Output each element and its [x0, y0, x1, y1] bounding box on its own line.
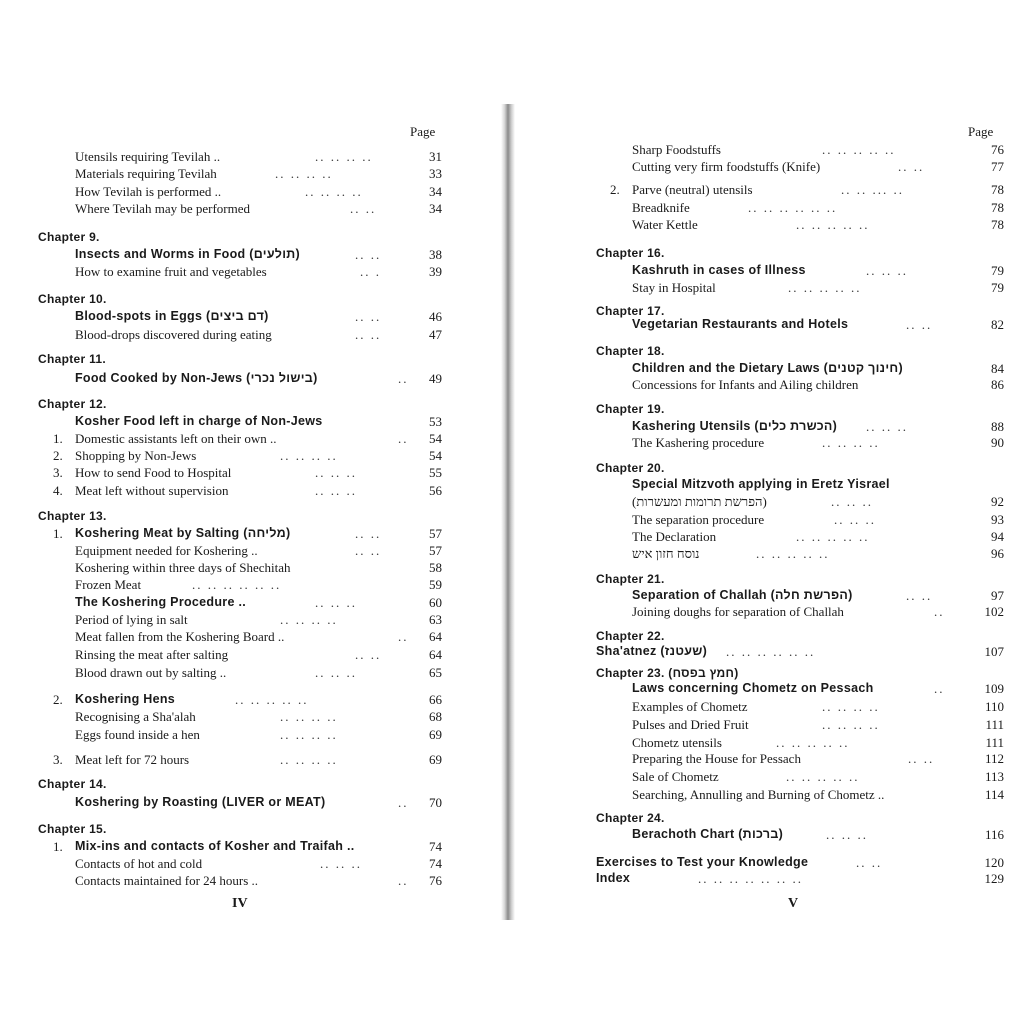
entry-title: Recognising a Sha'alah: [75, 709, 196, 724]
toc-entry: [0, 872, 504, 889]
toc-entry: [0, 726, 504, 743]
entry-title: Chapter 14.: [38, 777, 107, 791]
entry-title: The Kashering procedure: [632, 435, 765, 450]
entry-title: Pulses and Dried Fruit: [632, 717, 749, 732]
entry-number: 1.: [53, 431, 63, 446]
entry-page-number: 66: [429, 692, 442, 707]
toc-entry: [0, 794, 504, 811]
dot-leader: .. .. ..: [315, 483, 357, 498]
entry-page-number: 64: [429, 647, 442, 662]
entry-page-number: 109: [984, 681, 1004, 696]
entry-page-number: 69: [429, 727, 442, 742]
entry-title: Chometz utensils: [632, 735, 722, 750]
entry-number: 1.: [53, 839, 63, 854]
entry-title: Frozen Meat: [75, 577, 142, 592]
entry-page-number: 129: [984, 871, 1004, 886]
entry-title: The Koshering Procedure ..: [75, 595, 247, 609]
entry-page-number: 68: [429, 709, 442, 724]
entry-page-number: 34: [429, 184, 442, 199]
entry-title: Chapter 13.: [38, 509, 107, 523]
entry-title: Food Cooked by Non-Jews (בישול נכרי): [75, 371, 318, 385]
entry-page-number: 94: [991, 529, 1004, 544]
entry-page-number: 120: [984, 855, 1004, 870]
dot-leader: .. .. .. .. .. ..: [726, 644, 816, 659]
page-column-header: Page: [968, 124, 994, 139]
toc-entry: [516, 360, 1024, 377]
entry-title: Blood-spots in Eggs (דם ביצים): [75, 309, 269, 323]
entry-title: Chapter 17.: [596, 304, 665, 318]
entry-page-number: 38: [429, 247, 442, 262]
entry-page-number: 78: [991, 217, 1004, 232]
entry-page-number: 97: [991, 588, 1004, 603]
toc-entry: [516, 476, 1024, 493]
entry-title: Period of lying in salt: [75, 612, 188, 627]
toc-entry: [516, 680, 1024, 697]
entry-title: Chapter 12.: [38, 397, 107, 411]
entry-page-number: 74: [429, 839, 442, 854]
toc-entry: [516, 734, 1024, 751]
entry-title: Sharp Foodstuffs: [632, 142, 721, 157]
toc-entry: [516, 262, 1024, 279]
entry-title: Chapter 21.: [596, 572, 665, 586]
entry-title: Eggs found inside a hen: [75, 727, 200, 742]
chapter-heading: [516, 245, 1024, 262]
dot-leader: .. .. .. ..: [822, 435, 880, 450]
toc-entry: [0, 308, 504, 325]
toc-entry: [0, 664, 504, 681]
dot-leader: .. .. .. .. ..: [235, 692, 309, 707]
entry-title: Chapter 16.: [596, 246, 665, 260]
entry-page-number: 107: [984, 644, 1004, 659]
entry-title: Kashruth in cases of Illness: [632, 263, 806, 277]
entry-title: Kashering Utensils (הכשרת כלים): [632, 419, 838, 433]
toc-entry: [0, 708, 504, 725]
entry-title: Chapter 23. (חמץ בפסח): [596, 666, 739, 680]
chapter-heading: [0, 396, 504, 413]
dot-leader: .. ..: [355, 309, 382, 324]
entry-page-number: 76: [991, 142, 1004, 157]
entry-title: Exercises to Test your Knowledge: [596, 855, 809, 869]
entry-title: Stay in Hospital: [632, 280, 716, 295]
dot-leader: ..: [398, 795, 409, 810]
left-page: [0, 0, 504, 1024]
dot-leader: ..: [398, 431, 409, 446]
entry-page-number: 65: [429, 665, 442, 680]
dot-leader: .. .. ..: [826, 827, 868, 842]
entry-page-number: 59: [429, 577, 442, 592]
entry-page-number: 82: [991, 317, 1004, 332]
dot-leader: .. ..: [355, 647, 382, 662]
entry-page-number: 49: [429, 371, 442, 386]
entry-title: Sha'atnez (שעטנז): [596, 644, 708, 658]
entry-page-number: 90: [991, 435, 1004, 450]
entry-title: Examples of Chometz: [632, 699, 748, 714]
entry-page-number: 69: [429, 752, 442, 767]
dot-leader: .. .. ..: [866, 263, 908, 278]
entry-title: Materials requiring Tevilah: [75, 166, 217, 181]
entry-title: Rinsing the meat after salting: [75, 647, 229, 662]
toc-entry: [516, 750, 1024, 767]
toc-entry: [0, 611, 504, 628]
entry-title: Concessions for Infants and Ailing children: [632, 377, 859, 392]
entry-title: Meat left for 72 hours: [75, 752, 190, 767]
entry-title: Laws concerning Chometz on Pessach: [632, 681, 874, 695]
entry-title: How Tevilah is performed ..: [75, 184, 222, 199]
entry-page-number: 57: [429, 526, 442, 541]
dot-leader: .. .. .. ..: [280, 612, 338, 627]
entry-page-number: 74: [429, 856, 442, 871]
dot-leader: ..: [934, 681, 945, 696]
chapter-heading: [0, 229, 504, 246]
page-column-header: Page: [410, 124, 436, 139]
entry-page-number: 116: [984, 827, 1004, 842]
toc-entry: [0, 200, 504, 217]
entry-page-number: 79: [991, 263, 1004, 278]
toc-entry: [516, 181, 1024, 198]
entry-page-number: 57: [429, 543, 442, 558]
entry-title: Chapter 15.: [38, 822, 107, 836]
entry-page-number: 63: [429, 612, 442, 627]
toc-entry: [516, 511, 1024, 528]
entry-title: Utensils requiring Tevilah ..: [75, 149, 221, 164]
toc-entry: [0, 447, 504, 464]
entry-title: Where Tevilah may be performed: [75, 201, 250, 216]
entry-page-number: 58: [429, 560, 442, 575]
entry-title: Domestic assistants left on their own ..: [75, 431, 277, 446]
dot-leader: .. .. .. .. .. .. ..: [698, 871, 803, 886]
toc-entry: [0, 413, 504, 430]
entry-title: Chapter 22.: [596, 629, 665, 643]
entry-number: 3.: [53, 465, 63, 480]
dot-leader: .. .. ..: [320, 856, 362, 871]
toc-entry: [0, 691, 504, 708]
toc-entry: [0, 751, 504, 768]
entry-title: Chapter 20.: [596, 461, 665, 475]
dot-leader: .. .. .. .. .. ..: [748, 200, 838, 215]
dot-leader: .. .. .. ..: [305, 184, 363, 199]
dot-leader: .. .. .. .. ..: [776, 735, 850, 750]
entry-page-number: 33: [429, 166, 442, 181]
toc-entry: [0, 263, 504, 280]
chapter-heading: [0, 508, 504, 525]
entry-title: Chapter 9.: [38, 230, 100, 244]
dot-leader: .. .. .. ..: [280, 727, 338, 742]
dot-leader: .. ..: [355, 526, 382, 541]
entry-title: The Declaration: [632, 529, 717, 544]
chapter-heading: [516, 343, 1024, 360]
dot-leader: .. .. .. .. ..: [796, 529, 870, 544]
toc-entry: [516, 545, 1024, 562]
page-folio-left: IV: [232, 896, 248, 911]
entry-page-number: 93: [991, 512, 1004, 527]
dot-leader: .. ..: [898, 159, 925, 174]
toc-entry: [0, 464, 504, 481]
dot-leader: .. .. .. ..: [315, 149, 373, 164]
entry-title: Chapter 19.: [596, 402, 665, 416]
dot-leader: .. .. .. .. ..: [822, 142, 896, 157]
entry-page-number: 60: [429, 595, 442, 610]
entry-title: How to send Food to Hospital: [75, 465, 232, 480]
toc-entry: [0, 855, 504, 872]
entry-title: Preparing the House for Pessach: [632, 751, 801, 766]
chapter-heading: [0, 776, 504, 793]
chapter-heading: [516, 571, 1024, 588]
dot-leader: ..: [934, 604, 945, 619]
entry-page-number: 53: [429, 414, 442, 429]
toc-entry: [516, 418, 1024, 435]
entry-page-number: 84: [991, 361, 1004, 376]
entry-title: Water Kettle: [632, 217, 698, 232]
dot-leader: .. ..: [906, 317, 933, 332]
entry-title: Separation of Challah (הפרשת חלה): [632, 588, 853, 602]
dot-leader: .. .. ..: [315, 665, 357, 680]
dot-leader: .. ..: [355, 543, 382, 558]
entry-title: נוסח חזון איש: [632, 546, 700, 561]
entry-title: Chapter 24.: [596, 811, 665, 825]
dot-leader: .. .. ..: [866, 419, 908, 434]
entry-title: Blood drawn out by salting ..: [75, 665, 227, 680]
entry-page-number: 47: [429, 327, 442, 342]
entry-title: Chapter 18.: [596, 344, 665, 358]
chapter-heading: [0, 291, 504, 308]
entry-title: How to examine fruit and vegetables: [75, 264, 267, 279]
dot-leader: ..: [398, 629, 409, 644]
entry-title: Insects and Worms in Food (תולעים): [75, 247, 301, 261]
toc-entry: [0, 246, 504, 263]
entry-title: (הפרשת תרומות ומעשרות): [632, 494, 767, 509]
entry-page-number: 88: [991, 419, 1004, 434]
entry-page-number: 112: [984, 751, 1004, 766]
entry-page-number: 70: [429, 795, 442, 810]
entry-page-number: 78: [991, 200, 1004, 215]
toc-entry: [516, 316, 1024, 333]
entry-page-number: 56: [429, 483, 442, 498]
entry-page-number: 46: [429, 309, 442, 324]
entry-page-number: 31: [429, 149, 442, 164]
entry-page-number: 64: [429, 629, 442, 644]
dot-leader: .. .. .. ..: [822, 699, 880, 714]
toc-entry: [516, 493, 1024, 510]
entry-number: 2.: [53, 448, 63, 463]
entry-title: Chapter 11.: [38, 352, 106, 366]
dot-leader: ..: [398, 371, 409, 386]
toc-entry: [516, 854, 1024, 871]
entry-page-number: 39: [429, 264, 442, 279]
entry-title: Parve (neutral) utensils: [632, 182, 753, 197]
chapter-heading: [516, 810, 1024, 827]
dot-leader: .. .. .. .. ..: [756, 546, 830, 561]
dot-leader: .. .. .. ..: [280, 709, 338, 724]
toc-entry: [516, 279, 1024, 296]
entry-number: 2.: [610, 182, 620, 197]
toc-entry: [0, 576, 504, 593]
entry-title: Children and the Dietary Laws (חינוך קטנים): [632, 361, 903, 375]
entry-title: Koshering Meat by Salting (מליחה): [75, 526, 291, 540]
entry-title: Searching, Annulling and Burning of Chometz ..: [632, 787, 885, 802]
toc-entry: [516, 216, 1024, 233]
toc-entry: [0, 430, 504, 447]
dot-leader: .. ..: [350, 201, 377, 216]
toc-entry: [516, 716, 1024, 733]
dot-leader: .. .. ..: [315, 465, 357, 480]
entry-page-number: 114: [984, 787, 1004, 802]
entry-title: Blood-drops discovered during eating: [75, 327, 272, 342]
entry-title: Meat fallen from the Koshering Board ..: [75, 629, 285, 644]
entry-title: Vegetarian Restaurants and Hotels: [632, 317, 849, 331]
dot-leader: .. .. .. ..: [275, 166, 333, 181]
toc-entry: [516, 158, 1024, 175]
dot-leader: .. .. ... ..: [841, 182, 904, 197]
entry-page-number: 77: [991, 159, 1004, 174]
chapter-heading: [0, 821, 504, 838]
dot-leader: .. .: [360, 264, 381, 279]
toc-entry: [516, 141, 1024, 158]
toc-entry: [516, 434, 1024, 451]
right-page: [516, 0, 1024, 1024]
book-gutter: [501, 104, 515, 920]
entry-page-number: 92: [991, 494, 1004, 509]
entry-page-number: 102: [984, 604, 1004, 619]
dot-leader: .. ..: [906, 588, 933, 603]
entry-page-number: 111: [985, 717, 1004, 732]
entry-number: 2.: [53, 692, 63, 707]
entry-page-number: 78: [991, 182, 1004, 197]
entry-title: Contacts maintained for 24 hours ..: [75, 873, 259, 888]
dot-leader: .. .. ..: [831, 494, 873, 509]
toc-entry: [516, 870, 1024, 887]
dot-leader: .. .. .. .. .. ..: [192, 577, 282, 592]
entry-number: 1.: [53, 526, 63, 541]
entry-title: Contacts of hot and cold: [75, 856, 203, 871]
entry-title: Berachoth Chart (ברכות): [632, 827, 784, 841]
toc-entry: [516, 528, 1024, 545]
toc-entry: [516, 587, 1024, 604]
entry-page-number: 111: [985, 735, 1004, 750]
chapter-heading: [516, 460, 1024, 477]
entry-page-number: 79: [991, 280, 1004, 295]
entry-title: Breadknife: [632, 200, 690, 215]
chapter-heading: [516, 401, 1024, 418]
toc-entry: [0, 183, 504, 200]
dot-leader: .. ..: [355, 327, 382, 342]
toc-entry: [0, 482, 504, 499]
entry-title: Mix-ins and contacts of Kosher and Traifah ..: [75, 839, 355, 853]
entry-title: Chapter 10.: [38, 292, 107, 306]
chapter-heading: [0, 351, 504, 368]
toc-entry: [516, 786, 1024, 803]
entry-page-number: 76: [429, 873, 442, 888]
entry-page-number: 55: [429, 465, 442, 480]
entry-title: Shopping by Non-Jews: [75, 448, 197, 463]
entry-page-number: 86: [991, 377, 1004, 392]
entry-title: Index: [596, 871, 631, 885]
toc-entry: [516, 376, 1024, 393]
toc-entry: [0, 594, 504, 611]
dot-leader: ..: [398, 873, 409, 888]
entry-number: 3.: [53, 752, 63, 767]
toc-entry: [0, 838, 504, 855]
toc-entry: [0, 165, 504, 182]
dot-leader: .. .. .. ..: [280, 752, 338, 767]
page-folio-right: V: [788, 896, 799, 911]
entry-number: 4.: [53, 483, 63, 498]
entry-page-number: 54: [429, 448, 442, 463]
toc-entry: [0, 646, 504, 663]
dot-leader: .. .. .. .. ..: [796, 217, 870, 232]
toc-entry: [0, 326, 504, 343]
dot-leader: .. ..: [908, 751, 935, 766]
entry-title: Special Mitzvoth applying in Eretz Yisrael: [632, 477, 890, 491]
entry-title: Kosher Food left in charge of Non-Jews: [75, 414, 323, 428]
entry-title: Joining doughs for separation of Challah: [632, 604, 844, 619]
dot-leader: .. ..: [856, 855, 883, 870]
dot-leader: .. .. .. .. ..: [788, 280, 862, 295]
entry-title: Koshering within three days of Shechitah: [75, 560, 291, 575]
dot-leader: .. .. .. .. ..: [786, 769, 860, 784]
entry-title: Cutting very firm foodstuffs (Knife): [632, 159, 821, 174]
entry-title: Koshering Hens: [75, 692, 176, 706]
toc-entry: [0, 370, 504, 387]
toc-entry: [516, 603, 1024, 620]
entry-title: The separation procedure: [632, 512, 765, 527]
entry-page-number: 54: [429, 431, 442, 446]
toc-entry: [516, 768, 1024, 785]
toc-entry: [516, 826, 1024, 843]
entry-title: Equipment needed for Koshering ..: [75, 543, 258, 558]
toc-entry: [0, 559, 504, 576]
entry-title: Koshering by Roasting (LIVER or MEAT): [75, 795, 326, 809]
toc-entry: [0, 542, 504, 559]
toc-entry: [0, 628, 504, 645]
dot-leader: .. .. ..: [315, 595, 357, 610]
dot-leader: .. .. .. ..: [822, 717, 880, 732]
toc-entry: [516, 698, 1024, 715]
toc-entry: [516, 643, 1024, 660]
toc-entry: [516, 199, 1024, 216]
entry-page-number: 96: [991, 546, 1004, 561]
dot-leader: .. .. ..: [834, 512, 876, 527]
entry-page-number: 34: [429, 201, 442, 216]
entry-page-number: 110: [984, 699, 1004, 714]
entry-title: Sale of Chometz: [632, 769, 719, 784]
toc-entry: [0, 148, 504, 165]
toc-entry: [0, 525, 504, 542]
entry-page-number: 113: [984, 769, 1004, 784]
entry-title: Meat left without supervision: [75, 483, 229, 498]
dot-leader: .. .. .. ..: [280, 448, 338, 463]
dot-leader: .. ..: [355, 247, 382, 262]
